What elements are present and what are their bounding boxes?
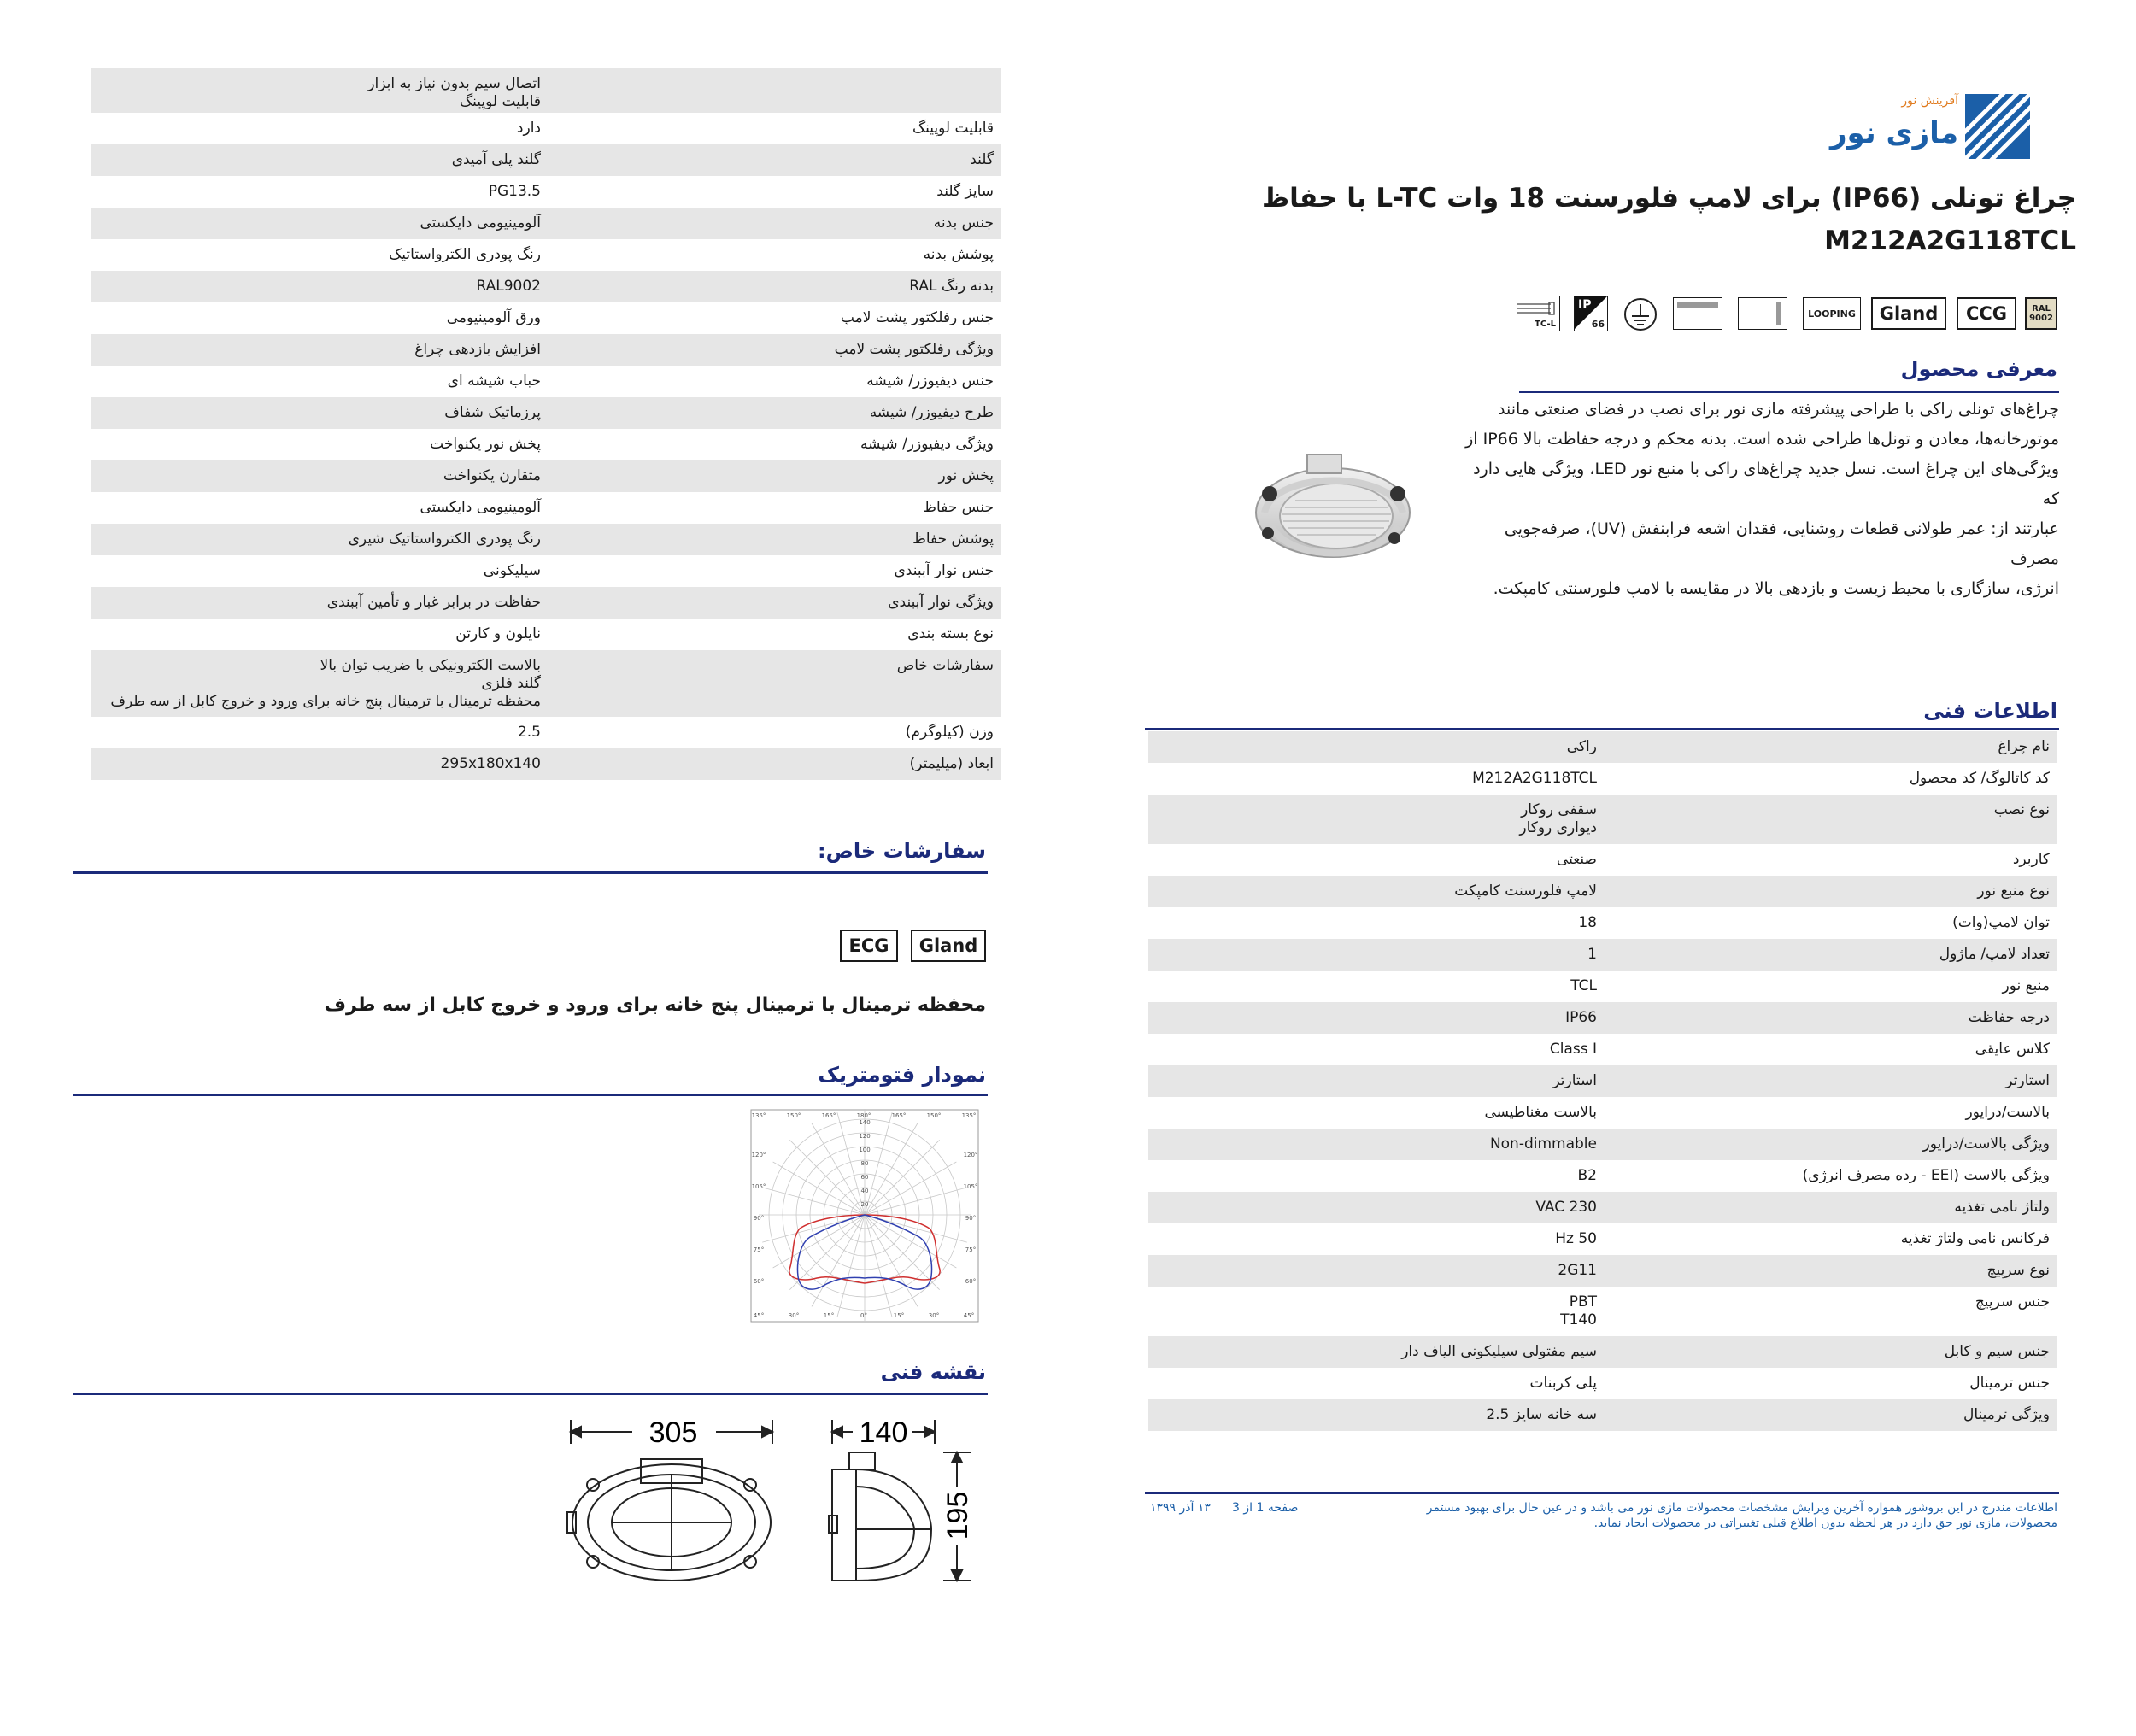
- tech-row: [1148, 1097, 2057, 1129]
- spec-left-row-label: جنس حفاظ: [923, 499, 994, 516]
- spec-left-row-value: اتصال سیم بدون نیاز به ابزار قابلیت لوپینگ: [367, 75, 541, 110]
- spec-left-row: [91, 555, 1001, 587]
- photometric-radial-label: 120: [859, 1133, 871, 1140]
- photometric-angle-label: 90°: [965, 1215, 977, 1222]
- photometric-angle-label: 180°: [856, 1112, 871, 1119]
- footer-divider: [1145, 1492, 2059, 1494]
- tech-row: [1148, 1129, 2057, 1160]
- dim-height-label: 195: [942, 1491, 974, 1540]
- photometric-angle-label: 30°: [928, 1312, 940, 1319]
- photometric-angle-label: 120°: [963, 1152, 978, 1158]
- intro-text: [1461, 395, 2059, 604]
- intro-divider: [1519, 391, 2059, 393]
- tech-row-value: Non-dimmable: [1489, 1135, 1597, 1152]
- tech-row-label: جنس ترمینال: [1969, 1375, 2050, 1392]
- photometric-title: نمودار فتومتریک: [818, 1063, 986, 1087]
- photometric-radial-label: 140: [859, 1119, 871, 1126]
- product-title: چراغ تونلی (IP66) برای لامپ فلورسنت 18 وات L-TC با حفاظ: [1261, 183, 2076, 214]
- spec-left-row-label: بدنه رنگ RAL: [909, 278, 994, 295]
- spec-left-row: [91, 68, 1001, 113]
- photometric-radial-label: 100: [859, 1147, 871, 1153]
- spec-table-right: [1148, 731, 2057, 1440]
- tech-row-value: 1: [1587, 946, 1597, 963]
- spec-left-row: [91, 271, 1001, 302]
- spec-left-row: [91, 208, 1001, 239]
- tech-row-label: فرکانس نامی ولتاژ تغذیه: [1900, 1230, 2050, 1247]
- tech-row: [1148, 844, 2057, 876]
- ecg-badge: [840, 930, 898, 962]
- spec-left-row-value: حفاظت در برابر غبار و تأمین آببندی: [326, 594, 541, 611]
- tech-row: [1148, 939, 2057, 971]
- spec-left-row: [91, 113, 1001, 144]
- tech-row-value: 50 Hz: [1555, 1230, 1597, 1247]
- tech-row: [1148, 1399, 2057, 1431]
- spec-left-row-label: جنس نوار آببندی: [894, 562, 994, 579]
- ccg-badge: [1957, 297, 2016, 330]
- intro-line: انرژی، سازگاری با محیط زیست و بازدهی بالا در مقایسه با لامپ فلورسنتی کامپکت.: [1493, 579, 2059, 598]
- tech-row-value: سقفی روکار دیواری روکار: [1519, 801, 1597, 836]
- tech-row: [1148, 731, 2057, 763]
- intro-line: ویژگی‌های این چراغ است. نسل جدید چراغ‌های راکی با منبع نور LED، ویژگی هایی دارد که: [1473, 460, 2059, 508]
- spec-left-row: [91, 334, 1001, 366]
- product-photo: [1247, 444, 1418, 564]
- photometric-angle-label: 45°: [963, 1312, 975, 1319]
- spec-left-row-value: پرزماتیک شفاف: [444, 404, 541, 421]
- tech-row-value: M212A2G118TCL: [1472, 770, 1597, 787]
- spec-left-row-value: پخش نور یکنواخت: [430, 436, 541, 453]
- photometric-angle-label: 60°: [753, 1278, 765, 1285]
- tech-row: [1148, 1223, 2057, 1255]
- tech-row: [1148, 1034, 2057, 1065]
- technical-drawing-divider: [73, 1393, 988, 1395]
- photometric-angle-label: 75°: [965, 1246, 977, 1253]
- looping-badge-label: LOOPING: [1808, 308, 1856, 320]
- spec-left-row-label: جنس بدنه: [933, 214, 994, 232]
- spec-left-row: [91, 176, 1001, 208]
- footer-date: ۱۳ آذر ۱۳۹۹: [1150, 1501, 1211, 1515]
- gland-feature-badge: [1871, 297, 1946, 330]
- spec-left-row-value: رنگ پودری الکترواستاتیک شیری: [348, 531, 541, 548]
- spec-left-row-value: حباب شیشه ای: [447, 372, 541, 390]
- photometric-angle-label: 15°: [823, 1312, 835, 1319]
- tech-row-value: 230 VAC: [1535, 1199, 1597, 1216]
- brand-logo-mark-icon: [1965, 94, 2030, 159]
- spec-left-row-label: پوشش حفاظ: [912, 531, 994, 548]
- tech-row: [1148, 1255, 2057, 1287]
- footer-page: صفحه 1 از 3: [1232, 1501, 1299, 1515]
- tech-row-label: نوع سرپیچ: [1986, 1262, 2050, 1279]
- photometric-diagram: [750, 1109, 979, 1323]
- tech-row-label: ویژگی ترمینال: [1963, 1406, 2050, 1423]
- technical-drawing-title: نقشه فنی: [880, 1360, 986, 1384]
- tech-row: [1148, 1336, 2057, 1368]
- brand-logo: [1808, 94, 2030, 161]
- ip-badge-number: 66: [1591, 319, 1605, 330]
- spec-left-row-label: وزن (کیلوگرم): [905, 724, 994, 741]
- photometric-angle-label: 165°: [821, 1112, 836, 1119]
- spec-left-row-value: گلند پلی آمیدی: [451, 151, 541, 168]
- photometric-angle-label: 45°: [753, 1312, 765, 1319]
- spec-left-row-value: بالاست الکترونیکی با ضریب توان بالا گلند فلزی محفظه ترمینال با ترمینال پنج خانه برای ورود و خروج کابل از سه طرف: [110, 657, 541, 710]
- special-orders-title: سفارشات خاص:: [818, 839, 986, 863]
- spec-left-row-label: سفارشات خاص: [896, 657, 994, 674]
- spec-left-row-value: ورق آلومینیومی: [446, 309, 541, 326]
- tech-row-value: TCL: [1570, 977, 1597, 994]
- spec-left-row-label: ابعاد (میلیمتر): [909, 755, 994, 772]
- spec-left-row-label: پخش نور: [938, 467, 994, 484]
- spec-left-row-label: جنس رفلکتور پشت لامپ: [840, 309, 994, 326]
- tech-row: [1148, 876, 2057, 907]
- tech-row-label: ویژگی بالاست (EEI - رده مصرف انرژی): [1802, 1167, 2050, 1184]
- tech-row: [1148, 1287, 2057, 1336]
- ral-badge: [2025, 297, 2057, 330]
- tech-row: [1148, 1368, 2057, 1399]
- spec-left-row: [91, 524, 1001, 555]
- brand-tagline: آفرینش نور: [1901, 94, 1958, 108]
- ccg-badge-label: CCG: [1965, 303, 2008, 324]
- tech-row-label: ویژگی بالاست/درایور: [1922, 1135, 2050, 1152]
- tech-row-value: B2: [1577, 1167, 1597, 1184]
- tcl-lamp-icon: [1515, 302, 1556, 317]
- spec-left-row-label: ویژگی نوار آببندی: [888, 594, 994, 611]
- tech-row-value: راکی: [1566, 738, 1597, 755]
- ip-rating-badge: [1574, 296, 1608, 331]
- tech-row: [1148, 1065, 2057, 1097]
- tech-row: [1148, 1192, 2057, 1223]
- photometric-angle-label: 165°: [891, 1112, 907, 1119]
- spec-left-row: [91, 302, 1001, 334]
- technical-drawing: [555, 1401, 1000, 1589]
- tech-row: [1148, 1160, 2057, 1192]
- photometric-angle-label: 90°: [753, 1215, 765, 1222]
- spec-left-row: [91, 619, 1001, 650]
- spec-left-row-value: 295x180x140: [440, 755, 541, 772]
- earth-ground-icon: [1623, 297, 1658, 331]
- special-orders-divider: [73, 871, 988, 874]
- ral-badge-label-b: 9002: [2029, 314, 2053, 323]
- spec-left-row-label: طرح دیفیوزر/ شیشه: [869, 404, 994, 421]
- spec-left-row-value: دارد: [516, 120, 541, 137]
- tech-row-value: استارتر: [1552, 1072, 1597, 1089]
- spec-left-row-value: سیلیکونی: [483, 562, 541, 579]
- tech-row-value: پلی کربنات: [1529, 1375, 1597, 1392]
- dim-length-label: 305: [648, 1416, 698, 1449]
- photometric-angle-label: 135°: [961, 1112, 977, 1119]
- spec-table-left: [91, 68, 1001, 795]
- photometric-radial-label: 20: [860, 1201, 869, 1208]
- spec-left-row-value: نایلون و کارتن: [455, 625, 541, 642]
- photometric-radial-label: 80: [860, 1160, 869, 1167]
- tech-row-label: بالاست/درایور: [1965, 1104, 2050, 1121]
- spec-left-row-value: متقارن یکنواخت: [443, 467, 541, 484]
- photometric-angle-label: 75°: [753, 1246, 765, 1253]
- tech-divider: [1145, 728, 2059, 730]
- photometric-angle-label: 150°: [786, 1112, 801, 1119]
- photometric-radial-label: 40: [860, 1188, 869, 1194]
- spec-left-row-label: قابلیت لوپینگ: [912, 120, 994, 137]
- photometric-angle-label: 60°: [965, 1278, 977, 1285]
- spec-left-row: [91, 397, 1001, 429]
- spec-left-row: [91, 366, 1001, 397]
- tech-row-label: نام چراغ: [1998, 738, 2050, 755]
- spec-left-row-value: رنگ پودری الکترواستاتیک: [389, 246, 541, 263]
- spec-left-row: [91, 239, 1001, 271]
- spec-left-row: [91, 650, 1001, 717]
- ecg-badge-label: ECG: [848, 935, 889, 956]
- spec-left-row: [91, 429, 1001, 460]
- gland-feature-badge-label: Gland: [1879, 303, 1939, 324]
- spec-left-row: [91, 587, 1001, 619]
- brand-name: مازی نور: [1829, 116, 1958, 150]
- gland-badge: [911, 930, 986, 962]
- photometric-angle-label: 150°: [926, 1112, 942, 1119]
- photometric-angle-label: 15°: [893, 1312, 905, 1319]
- intro-line: چراغ‌های تونلی راکی با طراحی پیشرفته مازی نور برای نصب در فضای صنعتی مانند: [1498, 400, 2059, 419]
- spec-left-row-label: نوع بسته بندی: [907, 625, 994, 642]
- tech-row-label: جنس سیم و کابل: [1944, 1343, 2050, 1360]
- spec-left-row: [91, 144, 1001, 176]
- spec-left-row: [91, 748, 1001, 780]
- spec-left-row: [91, 717, 1001, 748]
- spec-left-row-label: سایز گلند: [936, 183, 994, 200]
- spec-left-row-label: پوشش بدنه: [923, 246, 994, 263]
- spec-left-row-value: RAL9002: [476, 278, 541, 295]
- tech-row-label: کد کاتالوگ/ کد محصول: [1909, 770, 2050, 787]
- tech-row-value: لامپ فلورسنت کامپکت: [1454, 883, 1597, 900]
- footer-note-line2: محصولات، مازی نور حق دارد در هر لحظه بدون اطلاع قبلی تغییراتی در محصولات ایجاد نماید.: [1593, 1516, 2057, 1530]
- dim-width-label: 140: [859, 1416, 908, 1449]
- tech-row-label: منبع نور: [2002, 977, 2050, 994]
- photometric-angle-label: 105°: [963, 1183, 978, 1190]
- gland-badge-label: Gland: [918, 935, 978, 956]
- tech-row-value: Class I: [1549, 1041, 1597, 1058]
- tech-row-value: صنعتی: [1556, 851, 1597, 868]
- spec-left-row-value: آلومینیومی دایکستی: [420, 499, 541, 516]
- tech-row-label: کلاس عایقی: [1975, 1041, 2050, 1058]
- photometric-angle-label: 135°: [751, 1112, 766, 1119]
- intro-title: معرفی محصول: [1900, 357, 2057, 381]
- spec-left-row: [91, 460, 1001, 492]
- special-orders-text: محفظه ترمینال با ترمینال پنج خانه برای ورود و خروج کابل از سه طرف: [324, 994, 986, 1016]
- ral-badge-label-a: RAL: [2032, 304, 2051, 314]
- surface-wall-mount-icon: [1738, 297, 1787, 330]
- tech-row: [1148, 971, 2057, 1002]
- photometric-angle-label: 120°: [751, 1152, 766, 1158]
- tech-row-label: درجه حفاظت: [1968, 1009, 2050, 1026]
- spec-left-row-value: آلومینیومی دایکستی: [420, 214, 541, 232]
- spec-left-row-label: گلند: [970, 151, 994, 168]
- spec-left-row-value: افزایش بازدهی چراغ: [414, 341, 541, 358]
- tech-row-label: ولتاژ نامی تغذیه: [1954, 1199, 2050, 1216]
- intro-line: عبارتند از: عمر طولانی قطعات روشنایی، فقدان اشعه فرابنفش (UV)، صرفه‌جویی مصرف: [1504, 519, 2059, 568]
- spec-left-row-label: ویژگی دیفیوزر/ شیشه: [860, 436, 994, 453]
- tech-row: [1148, 1002, 2057, 1034]
- footer-note-line1: اطلاعات مندرج در این بروشور همواره آخرین ویرایش مشخصات محصولات مازی نور می باشد و در عین حال برای بهبود مستمر: [1426, 1501, 2057, 1515]
- tech-row-value: بالاست مغناطیسی: [1484, 1104, 1597, 1121]
- tech-title: اطلاعات فنی: [1923, 699, 2057, 723]
- tech-row: [1148, 907, 2057, 939]
- tech-row-label: استارتر: [2005, 1072, 2050, 1089]
- spec-left-row-label: ویژگی رفلکتور پشت لامپ: [834, 341, 994, 358]
- tech-row-label: تعداد لامپ/ ماژول: [1939, 946, 2050, 963]
- tech-row-label: نوع نصب: [1993, 801, 2050, 818]
- spec-left-row-value: PG13.5: [488, 183, 541, 200]
- tech-row-label: نوع منبع نور: [1977, 883, 2050, 900]
- tech-row-label: کاربرد: [2012, 851, 2050, 868]
- tech-row: [1148, 795, 2057, 844]
- spec-left-row: [91, 492, 1001, 524]
- photometric-radial-label: 60: [860, 1174, 869, 1181]
- tech-row-value: سیم مفتولی سیلیکونی الیاف دار: [1401, 1343, 1597, 1360]
- tech-row: [1148, 763, 2057, 795]
- spec-left-row-label: جنس دیفیوزر/ شیشه: [866, 372, 994, 390]
- looping-badge: [1803, 297, 1861, 330]
- tech-row-value: IP66: [1565, 1009, 1597, 1026]
- tech-row-label: جنس سرپیچ: [1975, 1293, 2050, 1311]
- tech-row-label: توان لامپ(وات): [1952, 914, 2050, 931]
- tcl-badge-label: TC-L: [1535, 320, 1556, 329]
- surface-ceiling-mount-icon: [1673, 297, 1722, 330]
- tech-row-value: 2G11: [1558, 1262, 1597, 1279]
- tcl-lamp-badge: [1511, 296, 1560, 331]
- ip-badge-top: IP: [1578, 298, 1592, 312]
- photometric-angle-label: 0°: [860, 1312, 867, 1319]
- product-code: M212A2G118TCL: [1824, 226, 2076, 256]
- photometric-divider: [73, 1094, 988, 1096]
- tech-row-value: سه خانه سایز 2.5: [1486, 1406, 1597, 1423]
- photometric-angle-label: 105°: [751, 1183, 766, 1190]
- photometric-angle-label: 30°: [788, 1312, 800, 1319]
- intro-line: موتورخانه‌ها، معادن و تونل‌ها طراحی شده است. بدنه محکم و درجه حفاظت بالا IP66 از: [1465, 430, 2059, 449]
- tech-row-value: PBT T140: [1560, 1293, 1597, 1328]
- tech-row-value: 18: [1578, 914, 1597, 931]
- spec-left-row-value: 2.5: [517, 724, 541, 741]
